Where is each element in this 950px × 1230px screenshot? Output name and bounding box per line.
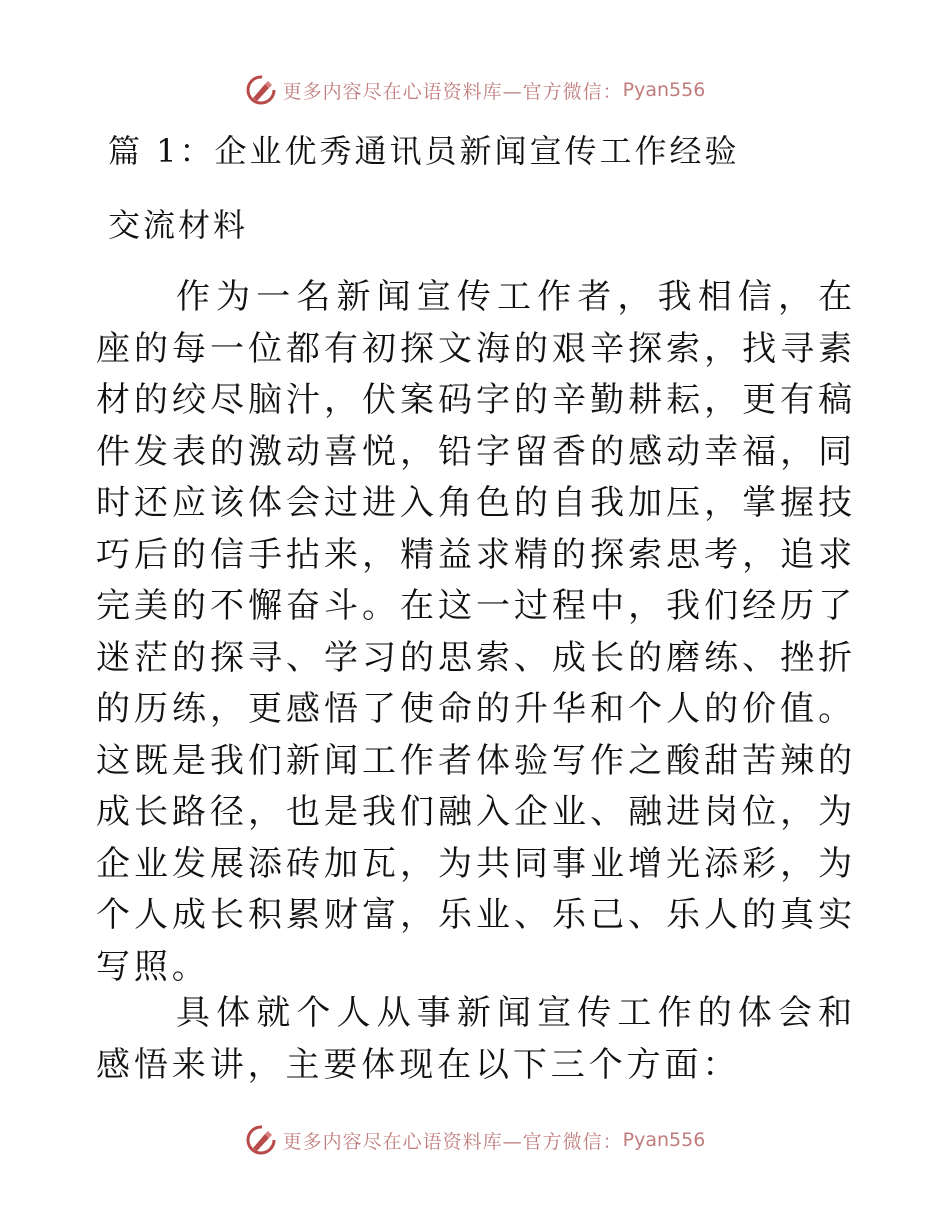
document-title: 篇 1：企业优秀通讯员新闻宣传工作经验 [108, 132, 740, 170]
watermark-handle: Pyan556 [622, 1129, 706, 1151]
watermark-header [0, 72, 950, 108]
body-paragraph: 作为一名新闻宣传工作者，我相信，在座的每一位都有初探文海的艰辛探索，找寻素材的绞尽脑汁，伏案码字的辛勤耕耘，更有稿件发表的激动喜悦，铅字留香的感动幸福，同时还应该体会过进入角色的自我加压，掌握技巧后的信手拈来，精益求精的探索思考，追求完美的不懈奋斗。在这一过程中，我们经历了迷茫的探寻、学习的思索、成长的磨练、挫折的历练，更感悟了使命的升华和个人的价值。这既是我们新闻工作者体验写作之酸甜苦辣的成长路径，也是我们融入企业、融进岗位，为企业发展添砖加瓦，为共同事业增光添彩，为个人成长积累财富，乐业、乐己、乐人的真实写照。 [96, 277, 856, 987]
watermark-handle: Pyan556 [622, 79, 706, 101]
pen-logo-icon [245, 1124, 277, 1156]
body-paragraph: 具体就个人从事新闻宣传工作的体会和感悟来讲，主要体现在以下三个方面： [96, 993, 856, 1085]
document-title-continued: 交流材料 [108, 206, 249, 244]
watermark-footer [0, 1122, 950, 1158]
pen-logo-icon [245, 74, 277, 106]
watermark-text: 更多内容尽在心语资料库—官方微信： [282, 80, 623, 103]
watermark-text: 更多内容尽在心语资料库—官方微信： [282, 1130, 623, 1153]
